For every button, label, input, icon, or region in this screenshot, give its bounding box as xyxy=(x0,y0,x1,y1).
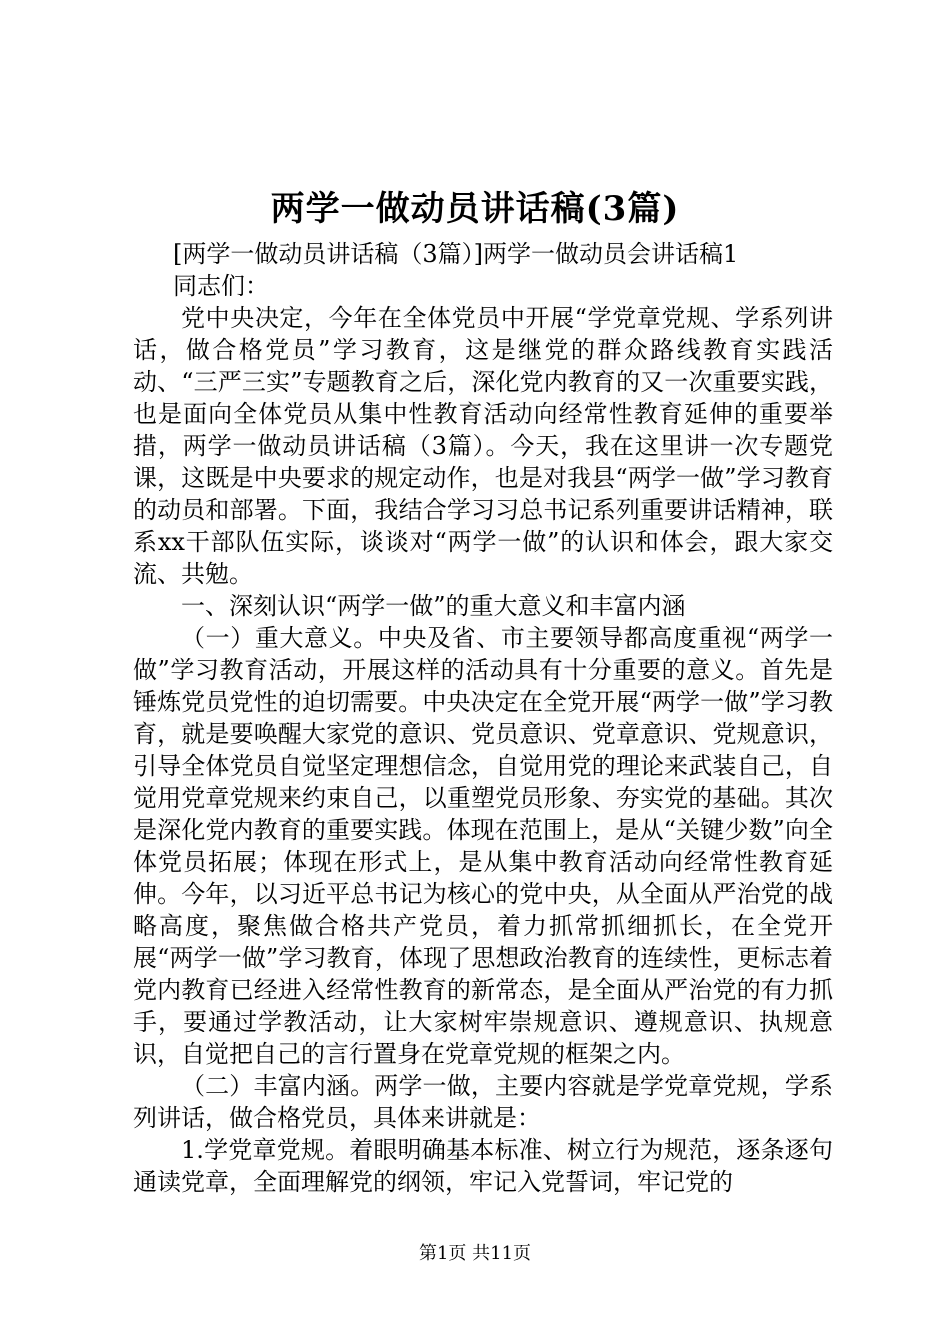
paragraph-significance: （一）重大意义。中央及省、市主要领导都高度重视“两学一做”学习教育活动，开展这样的活动具有十分重要的意义。首先是锤炼党员党性的迫切需要。中央决定在全党开展“两学一做”学习教育，就是要唤醒大家党的意识、党员意识、党章意识、党规意识，引导全体党员自觉坚定理想信念，自觉用党的理论来武装自己，自觉用党章党规来约束自己，以重塑党员形象、夯实党的基础。其次是深化党内教育的重要实践。体现在范围上，是从“关键少数”向全体党员拓展；体现在形式上，是从集中教育活动向经常性教育延伸。今年，以习近平总书记为核心的党中央，从全面从严治党的战略高度，聚焦做合格共产党员，着力抓常抓细抓长，在全党开展“两学一做”学习教育，体现了思想政治教育的连续性，更标志着党内教育已经进入经常性教育的新常态，是全面从严治党的有力抓手，要通过学教活动，让大家树牢崇规意识、遵规意识、执规意识，自觉把自己的言行置身在党章党规的框架之内。 xyxy=(133,624,833,1068)
document-body xyxy=(133,206,833,1198)
greeting: 同志们： xyxy=(173,272,269,300)
title-spacer xyxy=(133,206,833,238)
paragraph-connotation: （二）丰富内涵。两学一做，主要内容就是学党章党规，学系列讲话，做合格党员，具体来讲就是： xyxy=(133,1072,833,1132)
paragraph-study-party-constitution: 1.学党章党规。着眼明确基本标准、树立行为规范，逐条逐句通读党章，全面理解党的纲领，牢记入党誓词，牢记党的 xyxy=(133,1136,833,1196)
section-heading-1: 一、深刻认识“两学一做”的重大意义和丰富内涵 xyxy=(181,592,686,620)
page-footer: 第1页 共11页 xyxy=(418,1243,532,1264)
paragraph-intro: 党中央决定，今年在全体党员中开展“学党章党规、学系列讲话，做合格党员”学习教育，这是继党的群众路线教育实践活动、“三严三实”专题教育之后，深化党内教育的又一次重要实践，也是面向全体党员从集中性教育活动向经常性教育延伸的重要举措，两学一做动员讲话稿（3篇）。今天，我在这里讲一次专题党课，这既是中央要求的规定动作，也是对我县“两学一做”学习教育的动员和部署。下面，我结合学习习总书记系列重要讲话精神，联系xx干部队伍实际，谈谈对“两学一做”的认识和体会，跟大家交流、共勉。 xyxy=(133,304,833,588)
subtitle-line: [两学一做动员讲话稿（3篇）]两学一做动员会讲话稿1 xyxy=(173,240,739,268)
document-title: 两学一做动员讲话稿(3篇) xyxy=(270,189,680,229)
